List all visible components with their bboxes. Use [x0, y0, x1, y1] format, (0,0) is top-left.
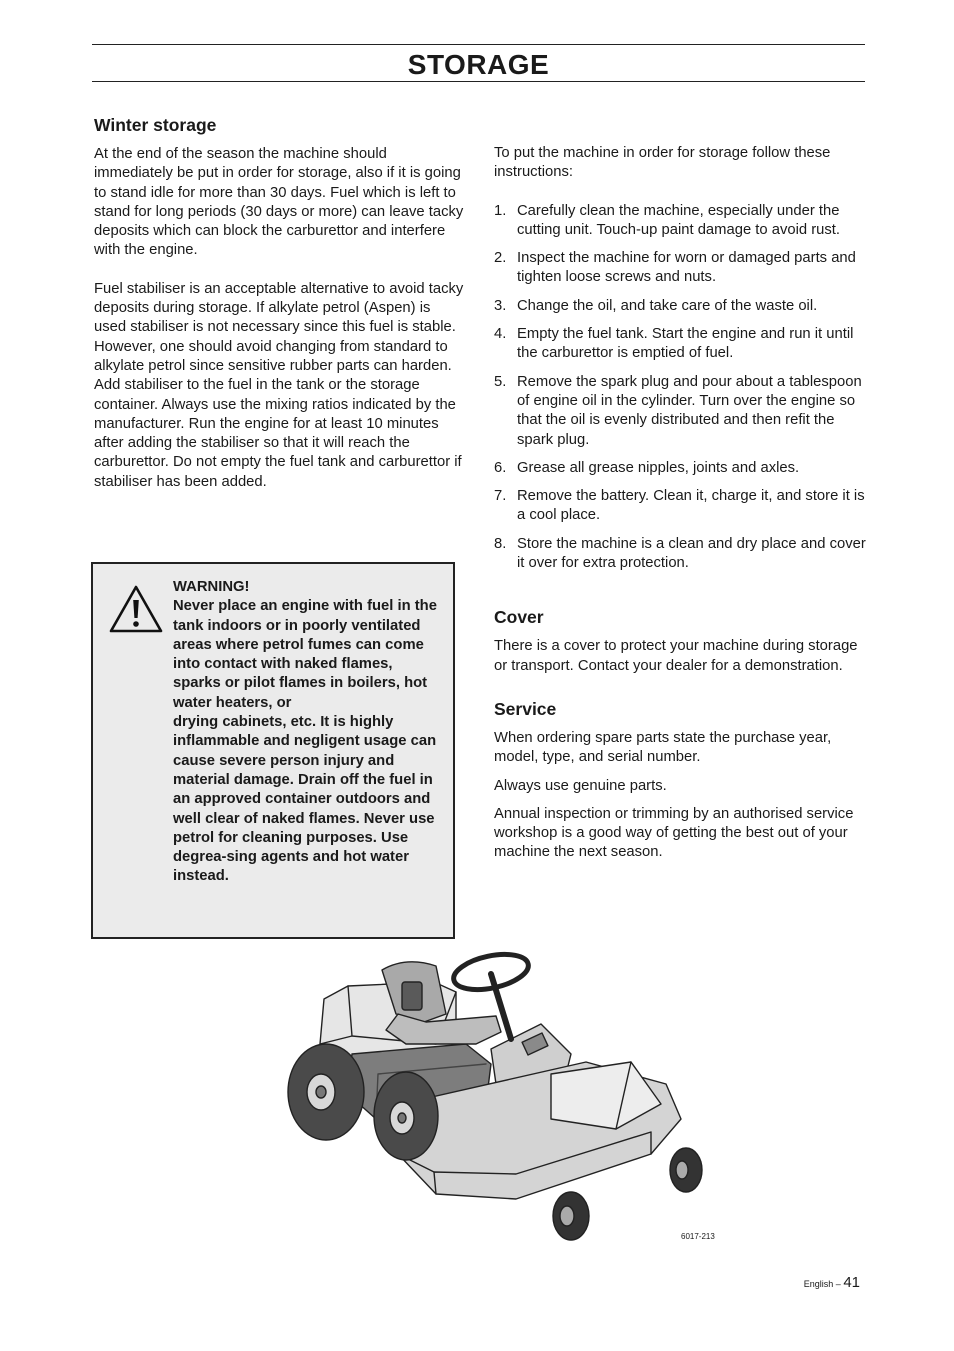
winter-storage-heading: Winter storage [94, 115, 217, 135]
warning-title: WARNING! [173, 579, 250, 595]
service-paragraph-3: Annual inspection or trimming by an authorised service workshop is a good way of getting the best out of your machine the next season. [494, 805, 854, 861]
instruction-step: 6. Grease all grease nipples, joints and axles. [494, 459, 800, 476]
footer-language: English – [803, 1279, 844, 1289]
service-heading: Service [494, 698, 557, 719]
page-footer [760, 1274, 860, 1292]
instructions-list [494, 202, 866, 574]
warning-triangle-icon [108, 584, 164, 634]
instruction-step: 4. Empty the fuel tank. Start the engine and run it until the carburettor is emptied of fuel. [494, 326, 854, 362]
service-paragraph-1: When ordering spare parts state the purchase year, model, type, and serial number. [494, 729, 832, 766]
cover-heading: Cover [494, 607, 544, 628]
instruction-step: 3. Change the oil, and take care of the waste oil. [494, 297, 818, 314]
warning-text-part-2: drying cabinets, etc. It is highly inflammable and negligent usage can cause severe person injury and material damage. Drain off the fuel in an approved container outdoors and well clear of naked flames. Never use petrol for cleaning purposes. Use degrea-sing agents and hot water instead. [173, 714, 437, 885]
title-bar [92, 44, 865, 82]
instruction-step: 8. Store the machine is a clean and dry place and cover it over for extra protection. [494, 535, 866, 572]
page-title: STORAGE [407, 49, 550, 80]
instructions-intro: To put the machine in order for storage follow these instructions: [494, 145, 831, 181]
right-column [494, 144, 866, 863]
warning-text [173, 578, 443, 887]
instruction-step: 5. Remove the spark plug and pour about a tablespoon of engine oil in the cylinder. Turn over the engine so that the oil is evenly distributed and then refit the spark plug. [494, 373, 862, 448]
cover-text: There is a cover to protect your machine during storage or transport. Contact your dealer for a demonstration. [494, 638, 858, 674]
rider-mower-illustration [286, 944, 712, 1244]
page-number: 41 [843, 1274, 860, 1291]
winter-storage-paragraph-2: Fuel stabiliser is an acceptable alternative to avoid tacky deposits during storage. If alkylate petrol (Aspen) is used stabiliser is not necessary since this fuel is stable. However, one should avoid changing from standard to alkylate petrol since sensitive rubber parts can harden. Add stabiliser to the fuel in the tank or the storage container. Always use the mixing ratios indicated by the manufacturer. Run the engine for at least 10 minutes after adding the stabiliser so that it will reach the carburettor. Do not empty the fuel tank and carburettor if stabiliser has been added. [94, 280, 464, 490]
service-paragraph-2: Always use genuine parts. [494, 777, 667, 794]
instruction-step: 2. Inspect the machine for worn or damaged parts and tighten loose screws and nuts. [494, 250, 856, 286]
warning-box [91, 562, 455, 939]
winter-storage-paragraph-1: At the end of the season the machine should immediately be put in order for storage, also if it is going to stand idle for more than 30 days. Fuel which is left to stand for long periods (30 days or more) can leave tacky deposits which can block the carburettor and interfere with the engine. [94, 146, 464, 259]
instruction-step: 7. Remove the battery. Clean it, charge it, and store it is a cool place. [494, 488, 865, 524]
warning-text-part-1: Never place an engine with fuel in the tank indoors or in poorly ventilated areas where petrol fumes can come into contact with naked flames, sparks or pilot flames in boilers, hot water heaters, or [173, 598, 437, 711]
instruction-step: 1. Carefully clean the machine, especially under the cutting unit. Touch-up paint damage to avoid rust. [494, 202, 840, 238]
left-column [94, 114, 466, 492]
figure-code: 6017-213 [681, 1232, 715, 1241]
